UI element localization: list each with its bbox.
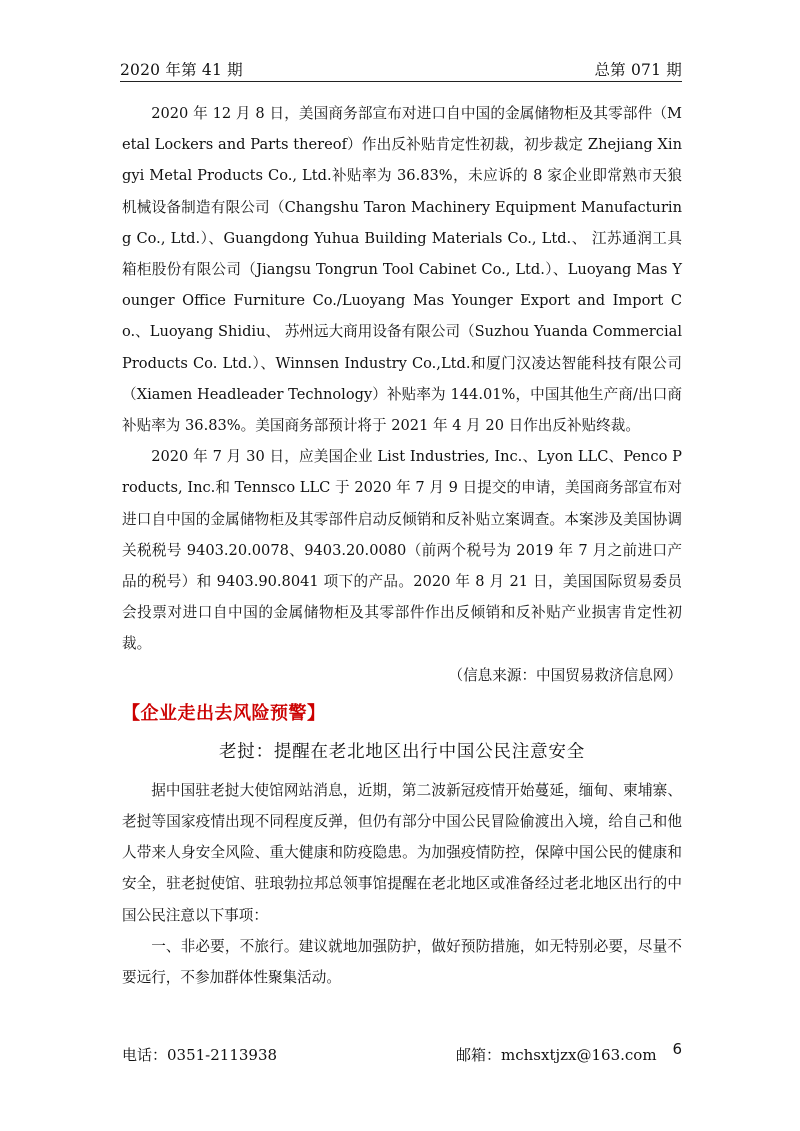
page-number: 6 <box>672 1040 682 1058</box>
footer-phone: 电话：0351-2113938 <box>122 1046 278 1064</box>
paragraph-travel-advice: 一、非必要，不旅行。建议就地加强防护，做好预防措施，如无特别必要，尽量不要远行，不参加群体性聚集活动。 <box>122 937 682 987</box>
section-heading: 【企业走出去风险预警】 <box>122 702 326 724</box>
page-header <box>120 52 682 82</box>
paragraph-countervailing-ruling: 2020 年 12 月 8 日，美国商务部宣布对进口自中国的金属储物柜及其零部件（Metal Lockers and Parts thereof）作出反补贴肯定性初裁，初步裁定 Zhejiang Xingyi Metal Products Co., Ltd.补贴率为 36.83%，未应诉的 8 家企业即常熟市天狼机械设备制造有限公司（Changshu Taron Machinery Equipment Manufacturing Co., Ltd.）、Guangdong Yuhua Building Materials Co., Ltd.、 江苏通润工具箱柜股份有限公司（Jiangsu Tongrun Tool Cabinet Co., Ltd.）、Luoyang Mas Younger Office Furniture Co./Luoyang Mas Younger Export and Import Co.、Luoyang Shidiu、 苏州远大商用设备有限公司（Suzhou Yuanda Commercial Products Co. Ltd.）、Winnsen Industry Co.,Ltd.和厦门汉凌达智能科技有限公司（Xiamen Headleader Technology）补贴率为 144.01%，中国其他生产商/出口商补贴率为 36.83%。美国商务部预计将于 2021 年 4 月 20 日作出反补贴终裁。 <box>122 105 682 435</box>
issue-number: 2020 年第 41 期 <box>120 61 243 79</box>
paragraph-embassy-notice: 据中国驻老挝大使馆网站消息，近期，第二波新冠疫情开始蔓延，缅甸、柬埔寨、老挝等国家疫情出现不同程度反弹，但仍有部分中国公民冒险偷渡出入境，给自己和他人带来人身安全风险、重大健康和防疫隐患。为加强疫情防控，保障中国公民的健康和安全，驻老挝使馆、驻琅勃拉邦总领事馆提醒在老北地区或准备经过老北地区出行的中国公民注意以下事项： <box>122 781 682 924</box>
header-divider <box>120 81 682 82</box>
page-footer <box>122 1040 682 1070</box>
footer-email: 邮箱：mchsxtjzx@163.com <box>456 1046 657 1064</box>
source-note: （信息来源：中国贸易救济信息网） <box>448 666 682 684</box>
article-title: 老挝：提醒在老北地区出行中国公民注意安全 <box>219 741 585 762</box>
paragraph-investigation-background: 2020 年 7 月 30 日，应美国企业 List Industries, Inc.、Lyon LLC、Penco Products, Inc.和 Tennsco LLC 于 2020 年 7 月 9 日提交的申请，美国商务部宣布对进口自中国的金属储物柜及其零部件启动反倾销和反补贴立案调查。本案涉及美国协调关税税号 9403.20.0078、9403.20.0080（前两个税号为 2019 年 7 月之前进口产品的税号）和 9403.90.8041 项下的产品。2020 年 8 月 21 日，美国国际贸易委员会投票对进口自中国的金属储物柜及其零部件作出反倾销和反补贴产业损害肯定性初裁。 <box>122 448 682 653</box>
page-content <box>122 98 682 993</box>
total-issue-number: 总第 071 期 <box>594 61 682 79</box>
